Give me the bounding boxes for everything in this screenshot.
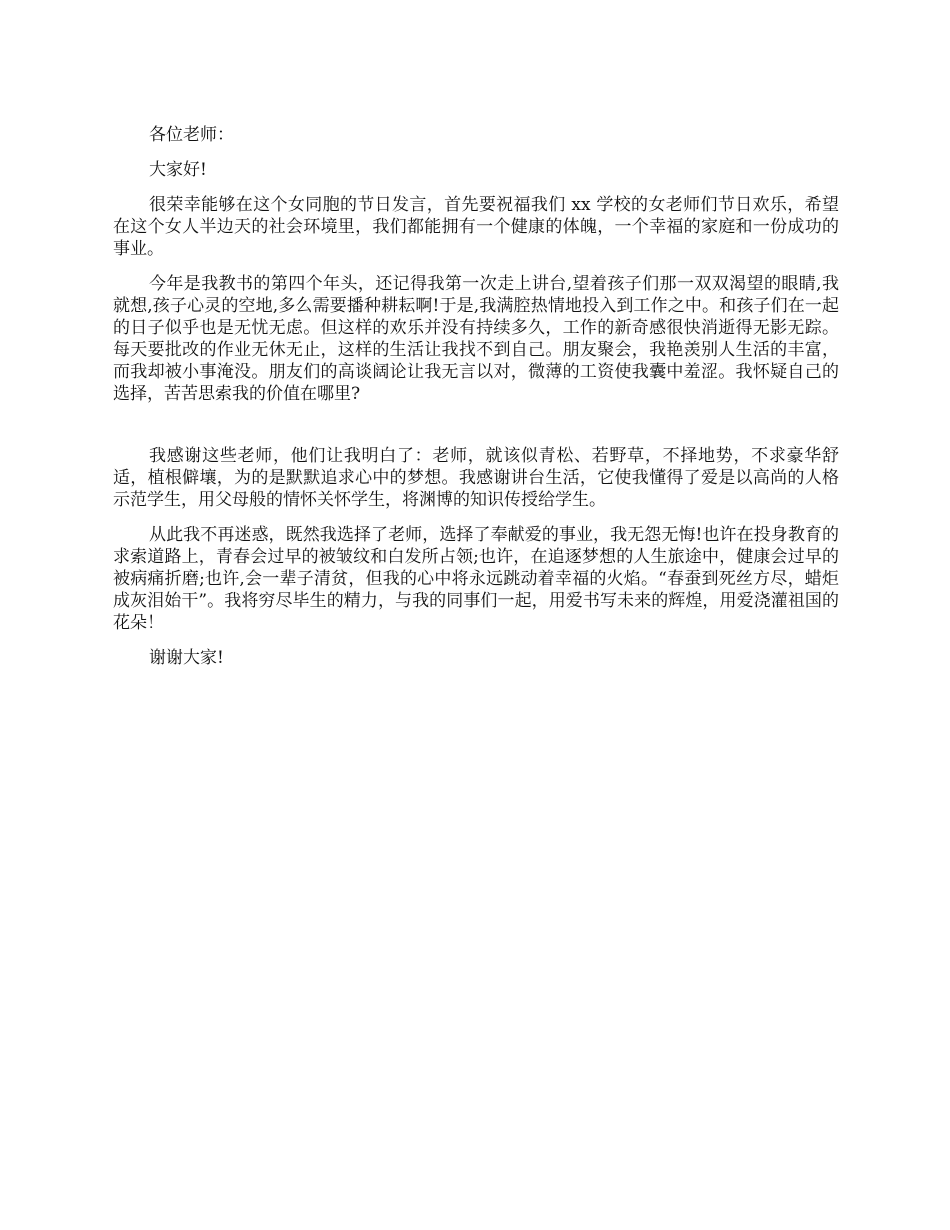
- paragraph-gap: [113, 418, 839, 445]
- paragraph-intro: 很荣幸能够在这个女同胞的节日发言，首先要祝福我们 xx 学校的女老师们节日欢乐，希望在这个女人半边天的社会环境里，我们都能拥有一个健康的体魄，一个幸福的家庭和一份成功的事业。: [113, 195, 839, 259]
- speech-body: [113, 124, 839, 682]
- closing-line: 谢谢大家!: [149, 648, 224, 668]
- salutation: 各位老师：: [149, 125, 234, 145]
- paragraph-gratitude: 我感谢这些老师，他们让我明白了：老师，就该似青松、若野草，不择地势，不求豪华舒适，植根僻壤，为的是默默追求心中的梦想。我感谢讲台生活，它使我懂得了爱是以高尚的人格示范学生，用父母般的情怀关怀学生，将渊博的知识传授给学生。: [113, 446, 839, 510]
- greeting-line: 大家好!: [149, 160, 207, 180]
- paragraph-story: 今年是我教书的第四个年头，还记得我第一次走上讲台,望着孩子们那一双双渴望的眼睛,我就想,孩子心灵的空地,多么需要播种耕耘啊!于是,我满腔热情地投入到工作之中。和孩子们在一起的日子似乎也是无忧无虑。但这样的欢乐并没有持续多久，工作的新奇感很快消逝得无影无踪。每天要批改的作业无休无止，这样的生活让我找不到自己。朋友聚会，我艳羡别人生活的丰富，而我却被小事淹没。朋友们的高谈阔论让我无言以对，微薄的工资使我囊中羞涩。我怀疑自己的选择，苦苦思索我的价值在哪里?: [113, 274, 839, 404]
- paragraph-commitment: 从此我不再迷惑，既然我选择了老师，选择了奉献爱的事业，我无怨无悔!也许在投身教育的求索道路上，青春会过早的被皱纹和白发所占领;也许，在追逐梦想的人生旅途中，健康会过早的被病痛折磨;也许,会一辈子清贫，但我的心中将永远跳动着幸福的火焰。“春蚕到死丝方尽，蜡炬成灰泪始干”。我将穷尽毕生的精力，与我的同事们一起，用爱书写未来的辉煌，用爱浇灌祖国的花朵！: [113, 525, 839, 633]
